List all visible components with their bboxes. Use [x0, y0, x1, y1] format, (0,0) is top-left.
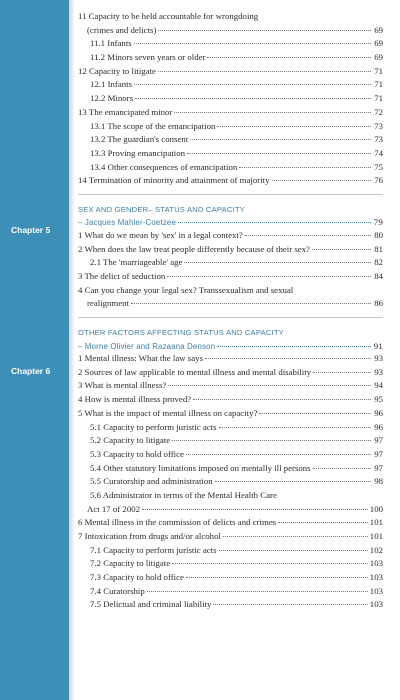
chapter-5-entries — [78, 229, 383, 311]
dot-leader — [168, 385, 371, 386]
toc-entry[interactable] — [78, 51, 383, 65]
dot-leader — [134, 43, 371, 44]
toc-entry-title: 3 The delict of seduction — [78, 271, 166, 281]
dot-leader — [158, 30, 371, 31]
toc-entry[interactable] — [78, 407, 383, 421]
dot-leader — [272, 180, 372, 181]
chapter-6-author-row[interactable] — [78, 340, 383, 353]
page-number: 102 — [369, 544, 383, 555]
toc-entry[interactable] — [78, 106, 383, 120]
page-number: 95 — [374, 394, 383, 405]
dot-leader — [172, 440, 371, 441]
toc-entry-title: 7.5 Delictual and criminal liability — [90, 599, 212, 610]
toc-entry-title: 5.3 Capacity to hold office — [90, 448, 184, 459]
dot-leader — [313, 372, 371, 373]
dot-leader — [215, 481, 371, 482]
dot-leader — [213, 604, 367, 605]
dot-leader — [147, 591, 368, 592]
dot-leader — [223, 536, 368, 537]
dot-leader — [172, 563, 368, 564]
chapter-6-title: OTHER FACTORS AFFECTING STATUS AND CAPACITY — [78, 328, 284, 338]
page-number: 79 — [373, 217, 383, 228]
toc-entry-title: 7 Intoxication from drugs and/or alcohol — [78, 531, 221, 541]
page-number: 71 — [374, 93, 383, 104]
section-divider — [78, 194, 383, 195]
page-number: 71 — [374, 79, 383, 90]
toc-entry[interactable] — [78, 393, 383, 407]
toc-entry[interactable] — [78, 598, 383, 612]
toc-entry-title: (crimes and delicts) — [87, 24, 157, 35]
dot-leader — [245, 235, 371, 236]
dot-leader — [135, 98, 371, 99]
toc-entry-title: 12.1 Infants — [90, 79, 133, 90]
toc-entry-title: 5 What is the impact of mental illness on capacity? — [78, 407, 258, 418]
toc-entry[interactable] — [78, 297, 383, 311]
toc-entry-title: 12 Capacity to litigate — [78, 65, 156, 76]
dot-leader — [207, 57, 371, 58]
toc-entry[interactable] — [78, 503, 383, 517]
page-number: 69 — [374, 24, 383, 35]
dot-leader — [217, 126, 371, 127]
toc-entry[interactable] — [78, 475, 383, 489]
toc-entry[interactable] — [78, 270, 383, 284]
toc-entry[interactable] — [78, 65, 383, 79]
chapter-band — [0, 0, 69, 700]
chapter-5-label: Chapter 5 — [11, 225, 51, 235]
toc-entry[interactable] — [78, 147, 383, 161]
page-number: 94 — [374, 380, 383, 391]
page-number: 96 — [374, 421, 383, 432]
toc-entry-title: 13.3 Proving emancipation — [90, 147, 186, 158]
page-number: 103 — [369, 585, 383, 596]
dot-leader — [278, 522, 368, 523]
page-number: 71 — [374, 65, 383, 76]
dot-leader — [313, 468, 371, 469]
toc-entry[interactable] — [78, 366, 383, 380]
page-number: 86 — [374, 298, 383, 309]
page-number: 100 — [369, 503, 383, 514]
toc-entry-title: 7.4 Curatorship — [90, 585, 145, 596]
toc-entry[interactable] — [78, 516, 383, 530]
chapter-5-author-row[interactable] — [78, 216, 383, 229]
dot-leader — [178, 222, 371, 223]
toc-section-top — [78, 10, 383, 188]
dot-leader — [219, 427, 371, 428]
toc-entry-title: 5.5 Curatorship and administration — [90, 476, 213, 487]
chapter-5-author: – Jacques Mahler-Coetzee — [78, 218, 176, 228]
chapter-6-entries — [78, 352, 383, 612]
page-number: 91 — [373, 340, 383, 351]
toc-entry[interactable] — [78, 78, 383, 92]
page-number: 97 — [374, 448, 383, 459]
dot-leader — [158, 71, 371, 72]
toc-entry-title: 11 Capacity to be held accountable for wrongdoing — [78, 11, 259, 21]
toc-entry-title: 5.4 Other statutory limitations imposed on mentally ill persons — [90, 462, 311, 473]
page-number: 96 — [374, 407, 383, 418]
toc-entry[interactable] — [78, 284, 383, 298]
dot-leader — [186, 454, 371, 455]
page-number: 103 — [369, 572, 383, 583]
toc-entry-title: 5.6 Administrator in terms of the Mental Health Care — [90, 489, 277, 500]
toc-entry[interactable] — [78, 421, 383, 435]
dot-leader — [131, 303, 371, 304]
toc-entry-title: 11.1 Infants — [90, 38, 132, 49]
toc-entry[interactable] — [78, 434, 383, 448]
page-number: 69 — [374, 52, 383, 63]
toc-entry-title: 14 Termination of minority and attainment of majority — [78, 175, 270, 186]
dot-leader — [239, 167, 371, 168]
page-number: 101 — [369, 517, 383, 528]
toc-entry[interactable] — [78, 10, 383, 24]
toc-entry-title: 5.1 Capacity to perform juristic acts — [90, 421, 217, 432]
chapter-6-author: – Morne Olivier and Razaana Denson — [78, 341, 216, 351]
toc-entry-title: 13.4 Other consequences of emancipation — [90, 161, 238, 172]
chapter-5-section — [78, 204, 383, 311]
toc-entry-title: 5.2 Capacity to litigate — [90, 435, 171, 446]
toc-entry-title: 7.3 Capacity to hold office — [90, 572, 184, 583]
page-number: 72 — [374, 106, 383, 117]
toc-entry-title: 3 What is mental illness? — [78, 380, 167, 391]
dot-leader — [219, 550, 368, 551]
dot-leader — [167, 276, 371, 277]
section-divider — [78, 317, 383, 318]
page-number: 101 — [369, 531, 383, 541]
toc-entry-title: 12.2 Minors — [90, 93, 134, 104]
table-of-contents — [78, 10, 383, 612]
page-number: 84 — [374, 271, 383, 281]
chapter-6-label: Chapter 6 — [11, 366, 51, 376]
toc-entry-title: 13 The emancipated minor — [78, 106, 173, 117]
toc-entry-title: 13.2 The guardian's consent — [90, 134, 189, 145]
page-number: 97 — [374, 462, 383, 473]
dot-leader — [174, 112, 371, 113]
page-number: 103 — [369, 599, 383, 610]
toc-entry[interactable] — [78, 462, 383, 476]
page-number: 80 — [374, 229, 383, 240]
dot-leader — [190, 139, 371, 140]
page-number: 81 — [374, 243, 383, 254]
page-number: 69 — [374, 38, 383, 49]
toc-entry[interactable] — [78, 37, 383, 51]
toc-entry-title: 1 Mental illness: What the law says — [78, 353, 203, 364]
toc-entry[interactable] — [78, 352, 383, 366]
chapter-6-section — [78, 327, 383, 612]
page-number: 97 — [374, 435, 383, 446]
toc-entry-title: 2 When does the law treat people differently because of their sex? — [78, 243, 310, 254]
toc-entry-title: 7.2 Capacity to litigate — [90, 558, 171, 569]
toc-entry[interactable] — [78, 243, 383, 257]
page-number: 74 — [374, 147, 383, 158]
toc-entry-title: realignment — [87, 298, 130, 309]
toc-entry-title: 7.1 Capacity to perform juristic acts — [90, 544, 217, 555]
dot-leader — [134, 84, 371, 85]
page-number: 103 — [369, 558, 383, 569]
toc-entry[interactable] — [78, 256, 383, 270]
page-fold-shadow — [69, 0, 75, 700]
dot-leader — [259, 413, 371, 414]
page-number: 93 — [374, 366, 383, 377]
toc-entry[interactable] — [78, 489, 383, 503]
toc-entry[interactable] — [78, 92, 383, 106]
toc-entry-title: 6 Mental illness in the commission of delicts and crimes — [78, 517, 277, 528]
toc-entry[interactable] — [78, 585, 383, 599]
toc-entry-title: 2 Sources of law applicable to mental illness and mental disability — [78, 366, 312, 377]
toc-entry[interactable] — [78, 557, 383, 571]
dot-leader — [205, 358, 371, 359]
page-number: 73 — [374, 120, 383, 131]
toc-entry-title: 13.1 The scope of the emancipation — [90, 120, 216, 131]
page-number: 73 — [374, 134, 383, 145]
dot-leader — [187, 153, 371, 154]
dot-leader — [312, 249, 371, 250]
toc-entry-title: 4 Can you change your legal sex? Transsexualism and sexual — [78, 284, 294, 295]
toc-entry-title: 1 What do we mean by 'sex' in a legal context? — [78, 229, 243, 240]
page-number: 93 — [374, 353, 383, 364]
dot-leader — [142, 509, 368, 510]
dot-leader — [217, 346, 371, 347]
toc-entry-title: Act 17 of 2002 — [87, 503, 141, 514]
toc-entry[interactable] — [78, 571, 383, 585]
toc-entry[interactable] — [78, 161, 383, 175]
dot-leader — [186, 577, 368, 578]
toc-entry-title: 4 How is mental illness proved? — [78, 394, 192, 405]
chapter-5-title: SEX AND GENDER– STATUS AND CAPACITY — [78, 204, 245, 214]
toc-entry[interactable] — [78, 229, 383, 243]
toc-entry[interactable] — [78, 24, 383, 38]
toc-entry[interactable] — [78, 530, 383, 544]
toc-entry[interactable] — [78, 448, 383, 462]
toc-entry[interactable] — [78, 379, 383, 393]
page-number: 76 — [374, 175, 383, 186]
toc-entry[interactable] — [78, 133, 383, 147]
dot-leader — [193, 399, 371, 400]
dot-leader — [184, 262, 371, 263]
toc-entry-title: 2.1 The 'marriageable' age — [90, 257, 183, 268]
toc-entry[interactable] — [78, 544, 383, 558]
toc-entry[interactable] — [78, 174, 383, 188]
toc-entry[interactable] — [78, 120, 383, 134]
page-number: 75 — [374, 161, 383, 172]
page-number: 82 — [374, 257, 383, 268]
toc-entry-title: 11.2 Minors seven years or older — [90, 52, 206, 63]
page-number: 98 — [374, 476, 383, 487]
